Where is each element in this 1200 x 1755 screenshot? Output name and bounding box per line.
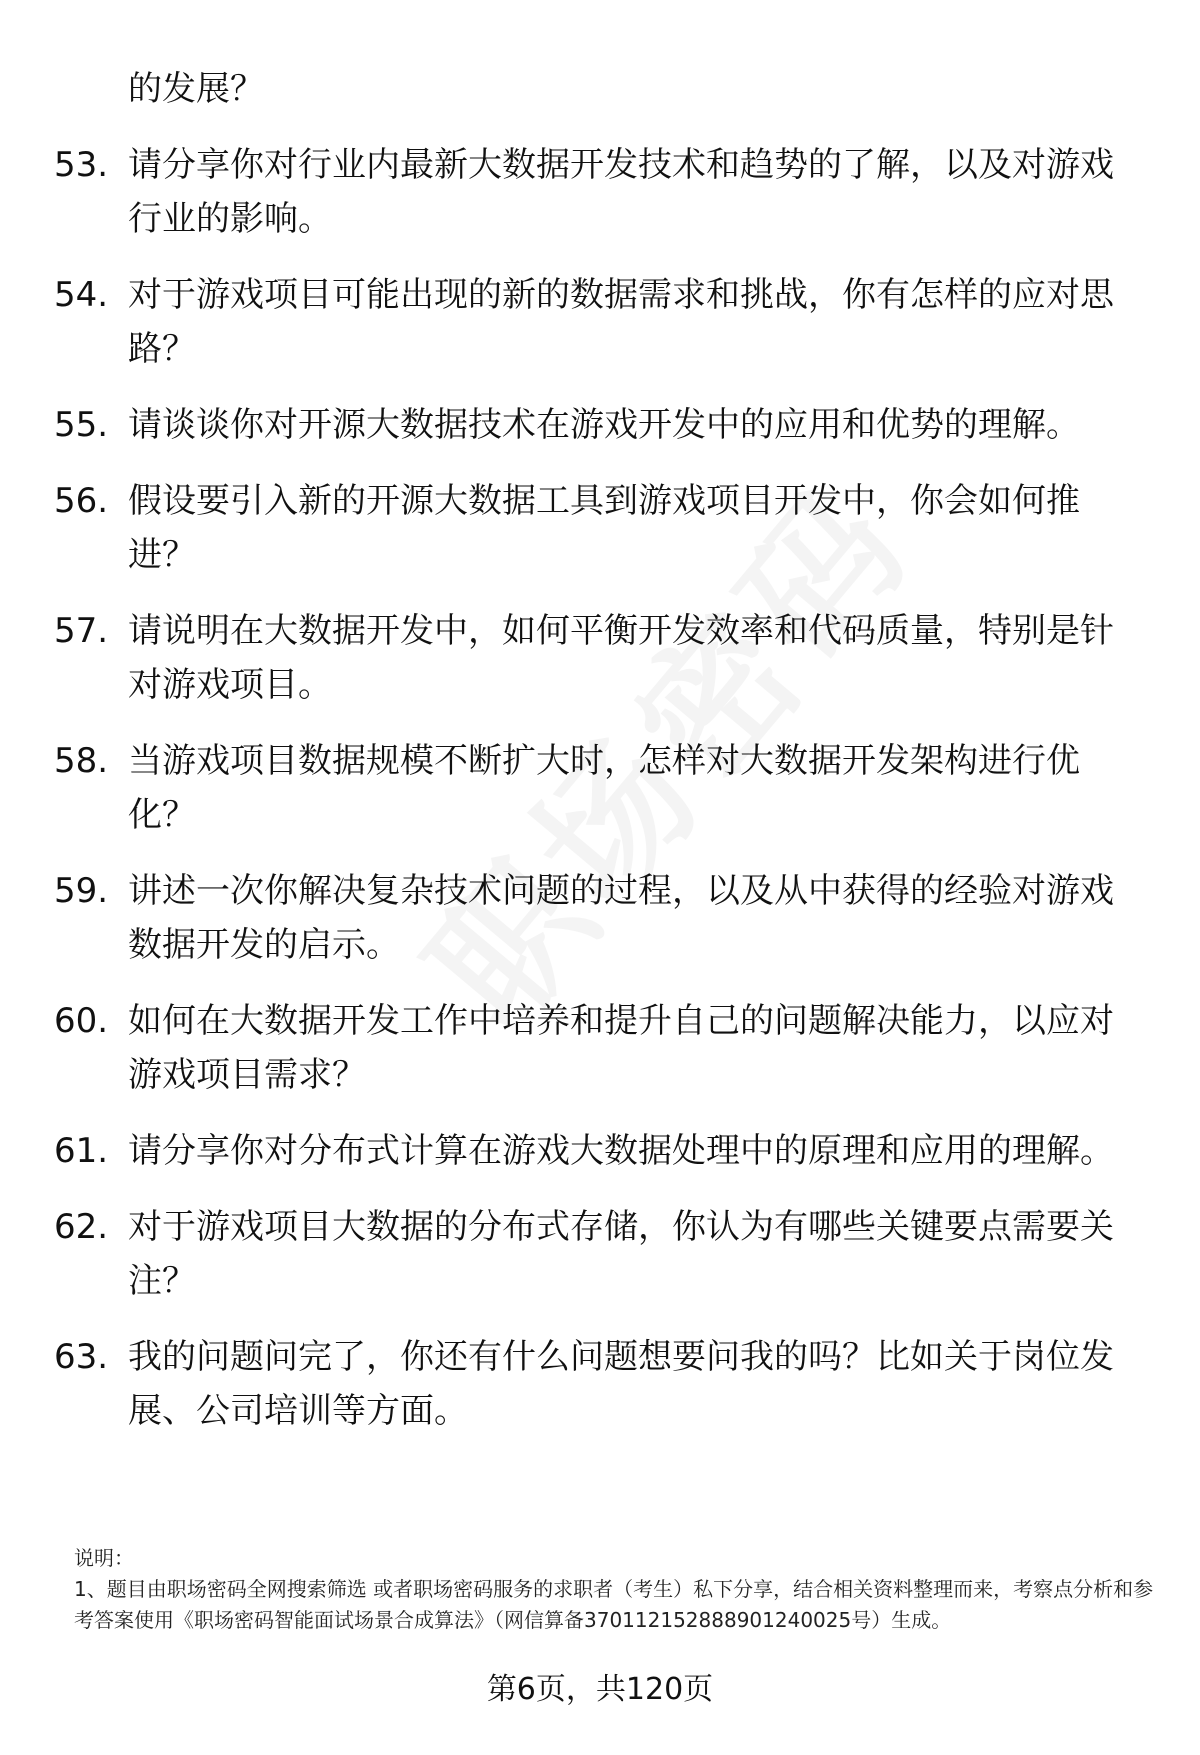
question-number: 62. xyxy=(54,1207,109,1247)
question-number: 56. xyxy=(54,481,109,521)
question-text: 假设要引入新的开源大数据工具到游戏项目开发中，你会如何推进？ xyxy=(128,481,1080,575)
question-item xyxy=(0,994,1200,1102)
question-item xyxy=(0,268,1200,376)
question-number: 61. xyxy=(54,1131,109,1171)
question-item xyxy=(0,474,1200,582)
question-number: 54. xyxy=(54,275,109,315)
page-number: 第6页，共120页 xyxy=(486,1672,714,1707)
question-number: 53. xyxy=(54,145,109,185)
question-number: 57. xyxy=(54,611,109,651)
question-text: 我的问题问完了，你还有什么问题想要问我的吗？比如关于岗位发展、公司培训等方面。 xyxy=(128,1337,1114,1431)
question-item xyxy=(0,138,1200,246)
question-text: 对于游戏项目可能出现的新的数据需求和挑战，你有怎样的应对思路？ xyxy=(128,275,1114,369)
question-text: 请分享你对分布式计算在游戏大数据处理中的原理和应用的理解。 xyxy=(128,1131,1114,1171)
question-text: 请谈谈你对开源大数据技术在游戏开发中的应用和优势的理解。 xyxy=(128,405,1080,445)
question-text: 当游戏项目数据规模不断扩大时，怎样对大数据开发架构进行优化？ xyxy=(128,741,1080,835)
question-number: 55. xyxy=(54,405,109,445)
notes-heading: 说明： xyxy=(74,1546,134,1570)
question-item xyxy=(0,398,1200,452)
question-number: 63. xyxy=(54,1337,109,1377)
question-text: 讲述一次你解决复杂技术问题的过程，以及从中获得的经验对游戏数据开发的启示。 xyxy=(128,871,1114,965)
question-item xyxy=(0,604,1200,712)
question-item xyxy=(0,1330,1200,1438)
continued-question-fragment: 的发展？ xyxy=(128,69,264,109)
question-item xyxy=(0,864,1200,972)
question-item xyxy=(0,1200,1200,1308)
question-text: 请分享你对行业内最新大数据开发技术和趋势的了解，以及对游戏行业的影响。 xyxy=(128,145,1114,239)
question-number: 59. xyxy=(54,871,109,911)
question-number: 60. xyxy=(54,1001,109,1041)
question-item xyxy=(0,734,1200,842)
notes-body: 1、题目由职场密码全网搜索筛选 或者职场密码服务的求职者（考生）私下分享，结合相关资料整理而来，考察点分析和参考答案使用《职场密码智能面试场景合成算法》（网信算备370112152888901240025号）生成。 xyxy=(74,1577,1154,1632)
question-item xyxy=(0,1124,1200,1178)
question-text: 对于游戏项目大数据的分布式存储，你认为有哪些关键要点需要关注？ xyxy=(128,1207,1114,1301)
question-number: 58. xyxy=(54,741,109,781)
notes-section xyxy=(74,1543,1154,1636)
question-text: 请说明在大数据开发中，如何平衡开发效率和代码质量，特别是针对游戏项目。 xyxy=(128,611,1114,705)
question-text: 如何在大数据开发工作中培养和提升自己的问题解决能力，以应对游戏项目需求？ xyxy=(128,1001,1114,1095)
question-list xyxy=(0,138,1200,1460)
